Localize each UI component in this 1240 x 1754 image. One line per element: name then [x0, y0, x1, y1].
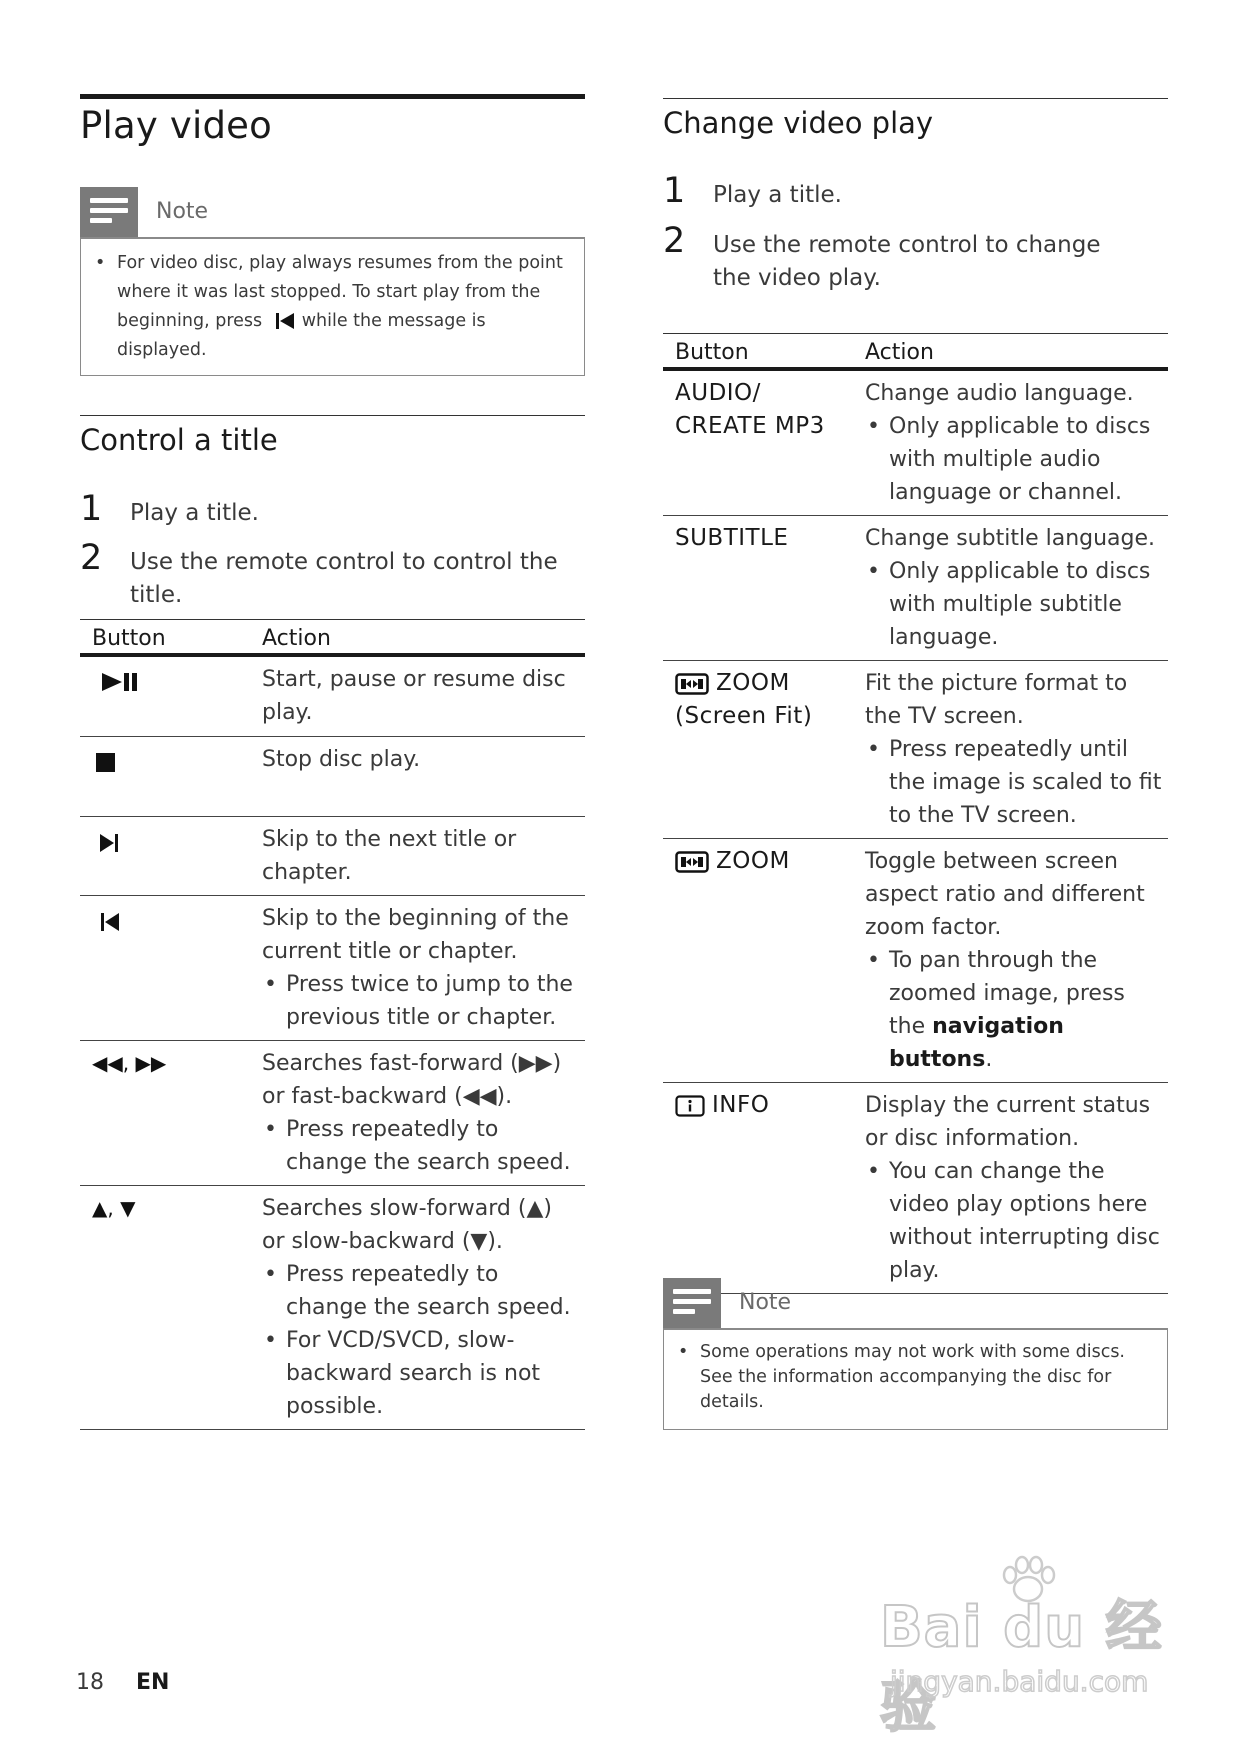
- info-button-label: INFO: [712, 1092, 770, 1118]
- button-cell: [663, 661, 853, 839]
- button-cell: [80, 1040, 250, 1185]
- bullet-item: • Press repeatedly until the image is scaled to fit to the TV screen.: [865, 733, 1164, 832]
- bullet-item: • Only applicable to discs with multiple subtitle language.: [865, 555, 1164, 654]
- play-pause-icon: [100, 670, 144, 694]
- language-code: EN: [136, 1670, 170, 1695]
- note-text: For video disc, play always resumes from the point where it was last stopped. To start play from the beginning, press: [117, 253, 563, 331]
- column-header-button: Button: [663, 334, 853, 370]
- table-row: [80, 816, 585, 895]
- button-cell: [80, 736, 250, 816]
- prev-icon: [274, 312, 296, 330]
- bullet-item: • Only applicable to discs with multiple audio language or channel.: [865, 410, 1164, 509]
- prev-icon: [98, 910, 122, 934]
- next-icon: [98, 831, 122, 855]
- action-cell: Toggle between screen aspect ratio and different zoom factor. • To pan through the zoomed image, press the navigation buttons.: [853, 839, 1168, 1083]
- section-rule: [80, 94, 585, 99]
- step-text: Play a title.: [713, 182, 842, 208]
- note-body: • For video disc, play always resumes from the point where it was last stopped. To start play from the beginning, press while the message is displayed.: [80, 237, 585, 376]
- note-header: [80, 187, 585, 237]
- bullet-item: • To pan through the zoomed image, press the navigation buttons.: [865, 944, 1164, 1076]
- button-cell: [663, 839, 853, 1083]
- zoom-button-label: ZOOM: [716, 670, 790, 696]
- note-icon: [80, 187, 138, 237]
- bullet-item: • For VCD/SVCD, slow-backward search is not possible.: [262, 1324, 581, 1423]
- navigation-buttons-label: navigation buttons: [889, 1014, 1064, 1072]
- section-rule: [80, 415, 585, 416]
- zoom-button-label: ZOOM: [716, 848, 790, 874]
- zoom-sub-label: (Screen Fit): [675, 703, 813, 729]
- table-row: [663, 1083, 1168, 1294]
- play-video-title: Play video: [80, 104, 272, 147]
- note-text-after: while the message is displayed.: [117, 311, 486, 360]
- action-cell: Change audio language. • Only applicable to discs with multiple audio language or channel.: [853, 369, 1168, 516]
- note-body: • Some operations may not work with some discs. See the information accompanying the disc for details.: [663, 1328, 1168, 1430]
- action-cell: Change subtitle language. • Only applicable to discs with multiple subtitle language.: [853, 516, 1168, 661]
- table-row: [80, 655, 585, 736]
- action-cell: Skip to the next title or chapter.: [250, 816, 585, 895]
- bullet-item: • You can change the video play options here without interrupting disc play.: [865, 1155, 1164, 1287]
- action-cell: Start, pause or resume disc play.: [250, 655, 585, 736]
- table-row: [80, 895, 585, 1040]
- note-label: Note: [156, 199, 209, 224]
- step-number: 1: [80, 489, 103, 529]
- button-cell: [663, 369, 853, 516]
- action-cell: Display the current status or disc information. • You can change the video play options here without interrupting disc play.: [853, 1083, 1168, 1294]
- baidu-watermark: [880, 1555, 1180, 1740]
- step-number: 2: [80, 538, 103, 578]
- action-cell: Searches slow-forward (▲) or slow-backward (▼). • Press repeatedly to change the search speed. • For VCD/SVCD, slow-backward search is not possible.: [250, 1185, 585, 1429]
- button-cell: [663, 516, 853, 661]
- table-row: [663, 839, 1168, 1083]
- step-text: Play a title.: [130, 500, 259, 526]
- zoom-icon: [675, 851, 709, 873]
- table-row: [663, 369, 1168, 516]
- bullet-item: • Press repeatedly to change the search speed.: [262, 1258, 581, 1324]
- change-video-table: [663, 333, 1168, 1294]
- note-header: [663, 1278, 1168, 1328]
- watermark-url: jingyan.baidu.com: [890, 1665, 1149, 1698]
- table-row: [80, 1185, 585, 1429]
- section-rule: [663, 98, 1168, 99]
- button-cell: [80, 816, 250, 895]
- page-number: 18: [76, 1670, 104, 1695]
- button-cell: [663, 1083, 853, 1294]
- rewind-forward-icons: ◀◀, ▶▶: [92, 1050, 167, 1075]
- audio-button-label: AUDIO/ CREATE MP3: [675, 380, 825, 439]
- action-cell: Stop disc play.: [250, 736, 585, 816]
- table-row: [80, 1040, 585, 1185]
- step-number: 2: [663, 221, 686, 261]
- control-title-table: [80, 619, 585, 1430]
- button-cell: [80, 1185, 250, 1429]
- note-text: Some operations may not work with some discs. See the information accompanying the disc for details.: [700, 1342, 1125, 1412]
- up-down-icons: ▲, ▼: [92, 1195, 136, 1220]
- note-label: Note: [739, 1290, 792, 1315]
- action-cell: Searches fast-forward (▶▶) or fast-backward (◀◀). • Press repeatedly to change the search speed.: [250, 1040, 585, 1185]
- table-row: [663, 661, 1168, 839]
- subtitle-button-label: SUBTITLE: [675, 525, 789, 551]
- column-header-action: Action: [250, 620, 585, 656]
- bullet-item: • Press repeatedly to change the search speed.: [262, 1113, 581, 1179]
- bullet-item: • Press twice to jump to the previous title or chapter.: [262, 968, 581, 1034]
- info-icon: [675, 1095, 705, 1117]
- zoom-icon: [675, 673, 709, 695]
- action-cell: Fit the picture format to the TV screen. • Press repeatedly until the image is scaled to fit to the TV screen.: [853, 661, 1168, 839]
- change-video-heading: Change video play: [663, 106, 934, 140]
- step-text: Use the remote control to change the video play.: [713, 232, 1101, 291]
- column-header-action: Action: [853, 334, 1168, 370]
- control-title-heading: Control a title: [80, 423, 278, 457]
- step-number: 1: [663, 171, 686, 211]
- table-row: [663, 516, 1168, 661]
- note-box-change-video: [663, 1278, 1168, 1430]
- page-footer: [76, 1670, 170, 1695]
- button-cell: [80, 895, 250, 1040]
- action-cell: Skip to the beginning of the current title or chapter. • Press twice to jump to the previous title or chapter.: [250, 895, 585, 1040]
- button-cell: [80, 655, 250, 736]
- note-icon: [663, 1278, 721, 1328]
- table-row: [80, 736, 585, 816]
- stop-icon: [94, 750, 118, 774]
- step-text: Use the remote control to control the title.: [130, 549, 558, 608]
- column-header-button: Button: [80, 620, 250, 656]
- note-box-play-video: [80, 187, 585, 376]
- watermark-brand: Bai du 经验: [880, 1595, 1163, 1740]
